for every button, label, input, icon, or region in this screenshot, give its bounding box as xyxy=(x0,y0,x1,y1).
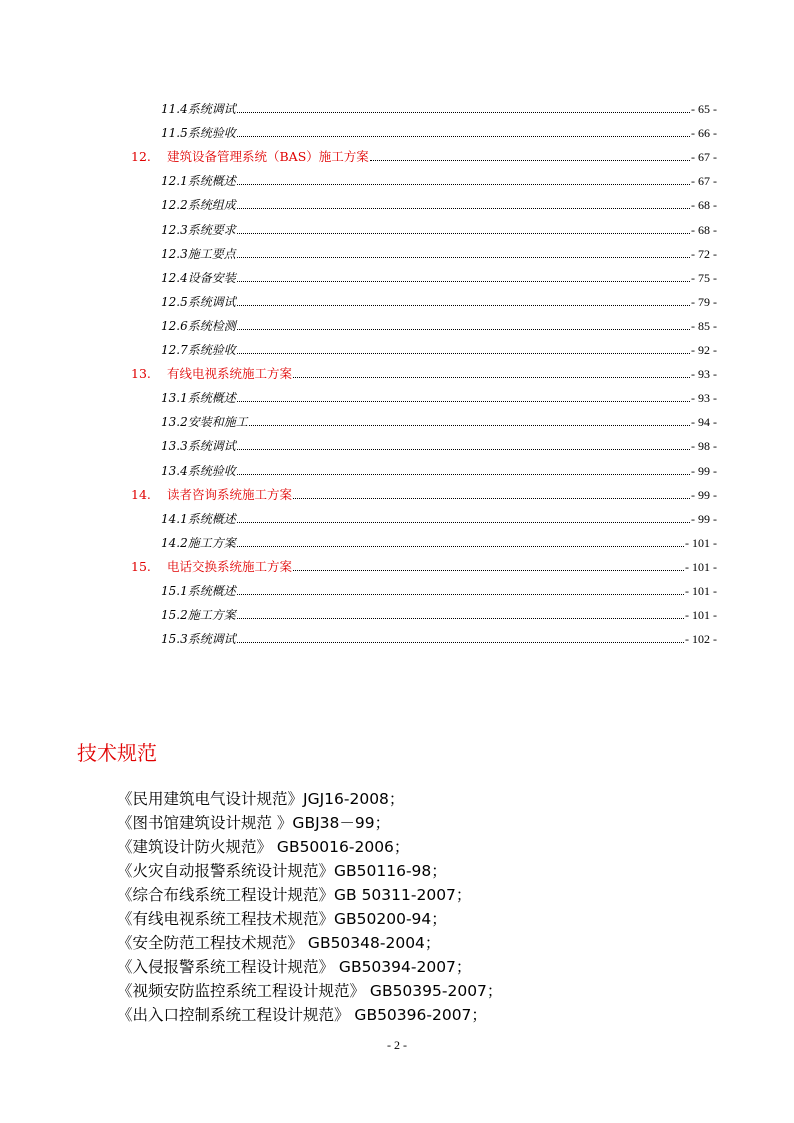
toc-section-entry[interactable] xyxy=(161,578,717,598)
toc-entry-label: 读者咨询系统施工方案 xyxy=(167,486,293,502)
toc-entry-label: 11.5系统验收 xyxy=(161,126,236,141)
toc-entry-label: 12.3施工要点 xyxy=(161,246,236,261)
toc-page-number: - 94 - xyxy=(691,415,717,430)
toc-entry-label: 12.6系统检测 xyxy=(161,318,236,333)
toc-entry-label: 12.5系统调试 xyxy=(161,294,236,309)
toc-chapter-entry[interactable] xyxy=(131,482,717,502)
toc-page-number: - 102 - xyxy=(685,632,717,647)
toc-entry-label: 12.1系统概述 xyxy=(161,174,236,189)
spec-item: 《民用建筑电气设计规范》JGJ16-2008； xyxy=(117,790,405,808)
toc-page-number: - 101 - xyxy=(685,608,717,623)
toc-page-number: - 99 - xyxy=(691,463,717,478)
toc-section-entry[interactable] xyxy=(161,120,717,140)
spec-item: 《火灾自动报警系统设计规范》GB50116-98； xyxy=(117,862,447,880)
page-number: - 2 - xyxy=(387,1038,407,1052)
toc-dot-leader xyxy=(237,208,690,209)
toc-section-entry[interactable] xyxy=(161,217,717,237)
spec-item: 《出入口控制系统工程设计规范》 GB50396-2007； xyxy=(117,1006,487,1024)
spec-item: 《建筑设计防火规范》 GB50016-2006； xyxy=(117,838,410,856)
toc-section-entry[interactable] xyxy=(161,96,717,116)
toc-section-entry[interactable] xyxy=(161,241,717,261)
toc-entry-label: 12.3系统要求 xyxy=(161,222,236,237)
toc-chapter-number: 12. xyxy=(131,149,151,165)
toc-section-entry[interactable] xyxy=(161,168,717,188)
toc-entry-label: 建筑设备管理系统（BAS）施工方案 xyxy=(167,149,369,165)
toc-page-number: - 101 - xyxy=(685,559,717,574)
toc-section-entry[interactable] xyxy=(161,458,717,478)
toc-section-entry[interactable] xyxy=(161,433,717,453)
toc-section-entry[interactable] xyxy=(161,626,717,646)
toc-chapter-entry[interactable] xyxy=(131,144,717,164)
spec-item: 《视频安防监控系统工程设计规范》 GB50395-2007； xyxy=(117,982,503,1000)
toc-dot-leader xyxy=(237,474,690,475)
spec-list xyxy=(117,787,502,1027)
toc-section-entry[interactable] xyxy=(161,265,717,285)
toc-entry-label: 13.4系统验收 xyxy=(161,463,236,478)
toc-chapter-number: 15. xyxy=(131,558,151,574)
toc-section-entry[interactable] xyxy=(161,192,717,212)
toc-dot-leader xyxy=(237,522,690,523)
toc-dot-leader xyxy=(237,642,684,643)
toc-page-number: - 67 - xyxy=(691,150,717,165)
toc-page-number: - 92 - xyxy=(691,343,717,357)
spec-item: 《入侵报警系统工程设计规范》 GB50394-2007； xyxy=(117,958,472,976)
toc-dot-leader xyxy=(237,257,690,258)
toc-page-number: - 99 - xyxy=(691,511,717,526)
toc-dot-leader xyxy=(237,353,690,354)
toc-entry-label: 15.1系统概述 xyxy=(161,584,236,598)
spec-item: 《图书馆建筑设计规范 》GBJ38－99； xyxy=(117,814,391,832)
toc-entry-label: 电话交换系统施工方案 xyxy=(167,558,293,574)
toc-dot-leader xyxy=(293,498,690,499)
toc-page-number: - 79 - xyxy=(691,294,717,309)
toc-chapter-number: 14. xyxy=(131,486,151,502)
toc-entry-label: 14.1系统概述 xyxy=(161,511,236,526)
toc-dot-leader xyxy=(293,377,690,378)
toc-dot-leader xyxy=(237,184,690,185)
toc-section-entry[interactable] xyxy=(161,385,717,405)
toc-section-entry[interactable] xyxy=(161,409,717,429)
toc-entry-label: 13.1系统概述 xyxy=(161,391,236,406)
toc-chapter-entry[interactable] xyxy=(131,361,717,381)
toc-dot-leader xyxy=(249,425,690,426)
spec-item: 《安全防范工程技术规范》 GB50348-2004； xyxy=(117,934,441,952)
toc-page-number: - 101 - xyxy=(685,535,717,550)
toc-dot-leader xyxy=(293,570,684,571)
toc-chapter-entry[interactable] xyxy=(131,554,717,574)
toc-dot-leader xyxy=(237,449,690,450)
toc-page-number: - 101 - xyxy=(685,584,717,598)
toc-section-entry[interactable] xyxy=(161,530,717,550)
toc-entry-label: 13.2安装和施工 xyxy=(161,415,248,430)
toc-page-number: - 68 - xyxy=(691,198,717,213)
toc-entry-label: 12.4设备安装 xyxy=(161,270,236,285)
spec-item: 《有线电视系统工程技术规范》GB50200-94； xyxy=(117,910,447,928)
toc-dot-leader xyxy=(237,281,690,282)
toc-page-number: - 99 - xyxy=(691,487,717,502)
section-title: 技术规范 xyxy=(77,741,157,765)
toc-section-entry[interactable] xyxy=(161,506,717,526)
toc-section-entry[interactable] xyxy=(161,602,717,622)
toc-dot-leader xyxy=(237,112,690,113)
toc-page-number: - 68 - xyxy=(691,222,717,237)
toc-dot-leader xyxy=(370,160,690,161)
toc-dot-leader xyxy=(237,329,690,330)
toc-section-entry[interactable] xyxy=(161,337,717,357)
toc-entry-label: 14.2施工方案 xyxy=(161,535,236,550)
toc-entry-label: 有线电视系统施工方案 xyxy=(167,366,293,382)
toc-page-number: - 93 - xyxy=(691,391,717,406)
toc-section-entry[interactable] xyxy=(161,313,717,333)
toc-page-number: - 72 - xyxy=(691,246,717,261)
toc-dot-leader xyxy=(237,136,690,137)
toc-page-number: - 67 - xyxy=(691,174,717,189)
toc-dot-leader xyxy=(237,618,684,619)
spec-item: 《综合布线系统工程设计规范》GB 50311-2007； xyxy=(117,886,472,904)
toc-entry-label: 15.3系统调试 xyxy=(161,632,236,647)
toc-entry-label: 12.2系统组成 xyxy=(161,198,236,213)
toc-dot-leader xyxy=(237,401,690,402)
toc-dot-leader xyxy=(237,546,684,547)
toc-entry-label: 15.2施工方案 xyxy=(161,608,236,623)
toc-dot-leader xyxy=(237,594,684,595)
toc-entry-label: 13.3系统调试 xyxy=(161,439,236,454)
toc-entry-label: 12.7系统验收 xyxy=(161,343,236,357)
toc-page-number: - 65 - xyxy=(691,102,717,116)
toc-section-entry[interactable] xyxy=(161,289,717,309)
toc-page-number: - 93 - xyxy=(691,367,717,382)
toc-chapter-number: 13. xyxy=(131,366,151,382)
toc-page-number: - 98 - xyxy=(691,439,717,454)
toc-page-number: - 85 - xyxy=(691,318,717,333)
toc-entry-label: 11.4系统调试 xyxy=(161,102,236,116)
toc-dot-leader xyxy=(237,233,690,234)
toc-page-number: - 75 - xyxy=(691,270,717,285)
toc-page-number: - 66 - xyxy=(691,126,717,141)
toc-dot-leader xyxy=(237,305,690,306)
